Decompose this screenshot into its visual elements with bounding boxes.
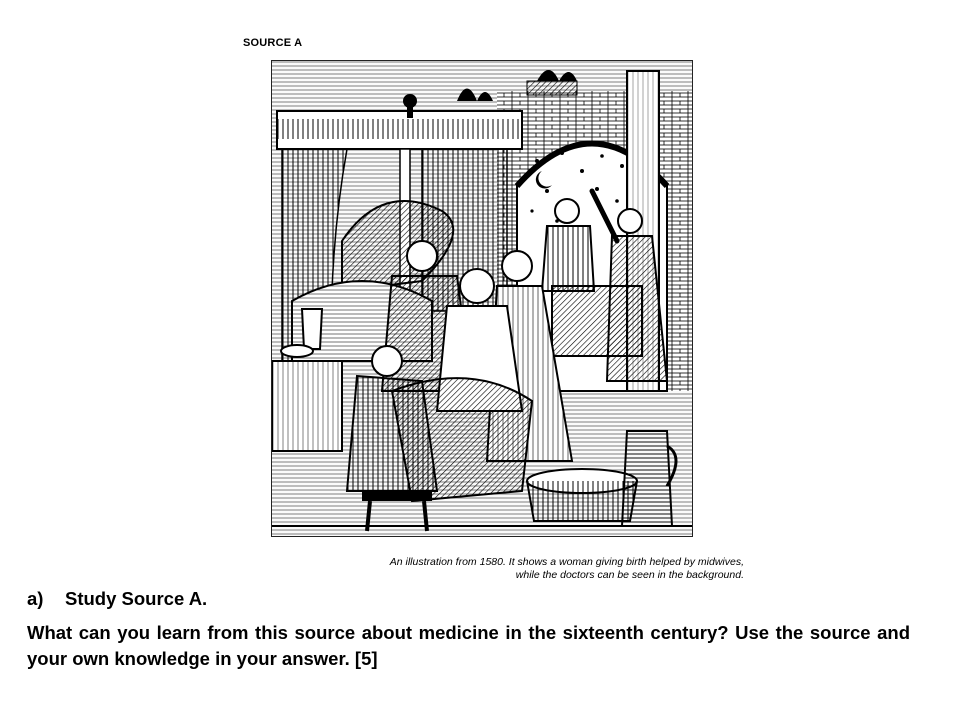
caption-line-2: while the doctors can be seen in the background. <box>515 569 744 581</box>
source-label: SOURCE A <box>243 37 303 49</box>
question-text: What can you learn from this source about medicine in the sixteenth century? Use the source and your own knowledge in your answer. [5] <box>27 622 910 669</box>
question-heading <box>27 588 207 610</box>
question-instruction: Study Source A. <box>65 588 208 609</box>
question-number: a) <box>27 588 44 609</box>
birth-scene-drawing <box>272 61 692 536</box>
woodcut-illustration <box>271 60 693 537</box>
caption-line-1: An illustration from 1580. It shows a woman giving birth helped by midwives, <box>389 556 744 568</box>
source-caption <box>330 556 744 582</box>
